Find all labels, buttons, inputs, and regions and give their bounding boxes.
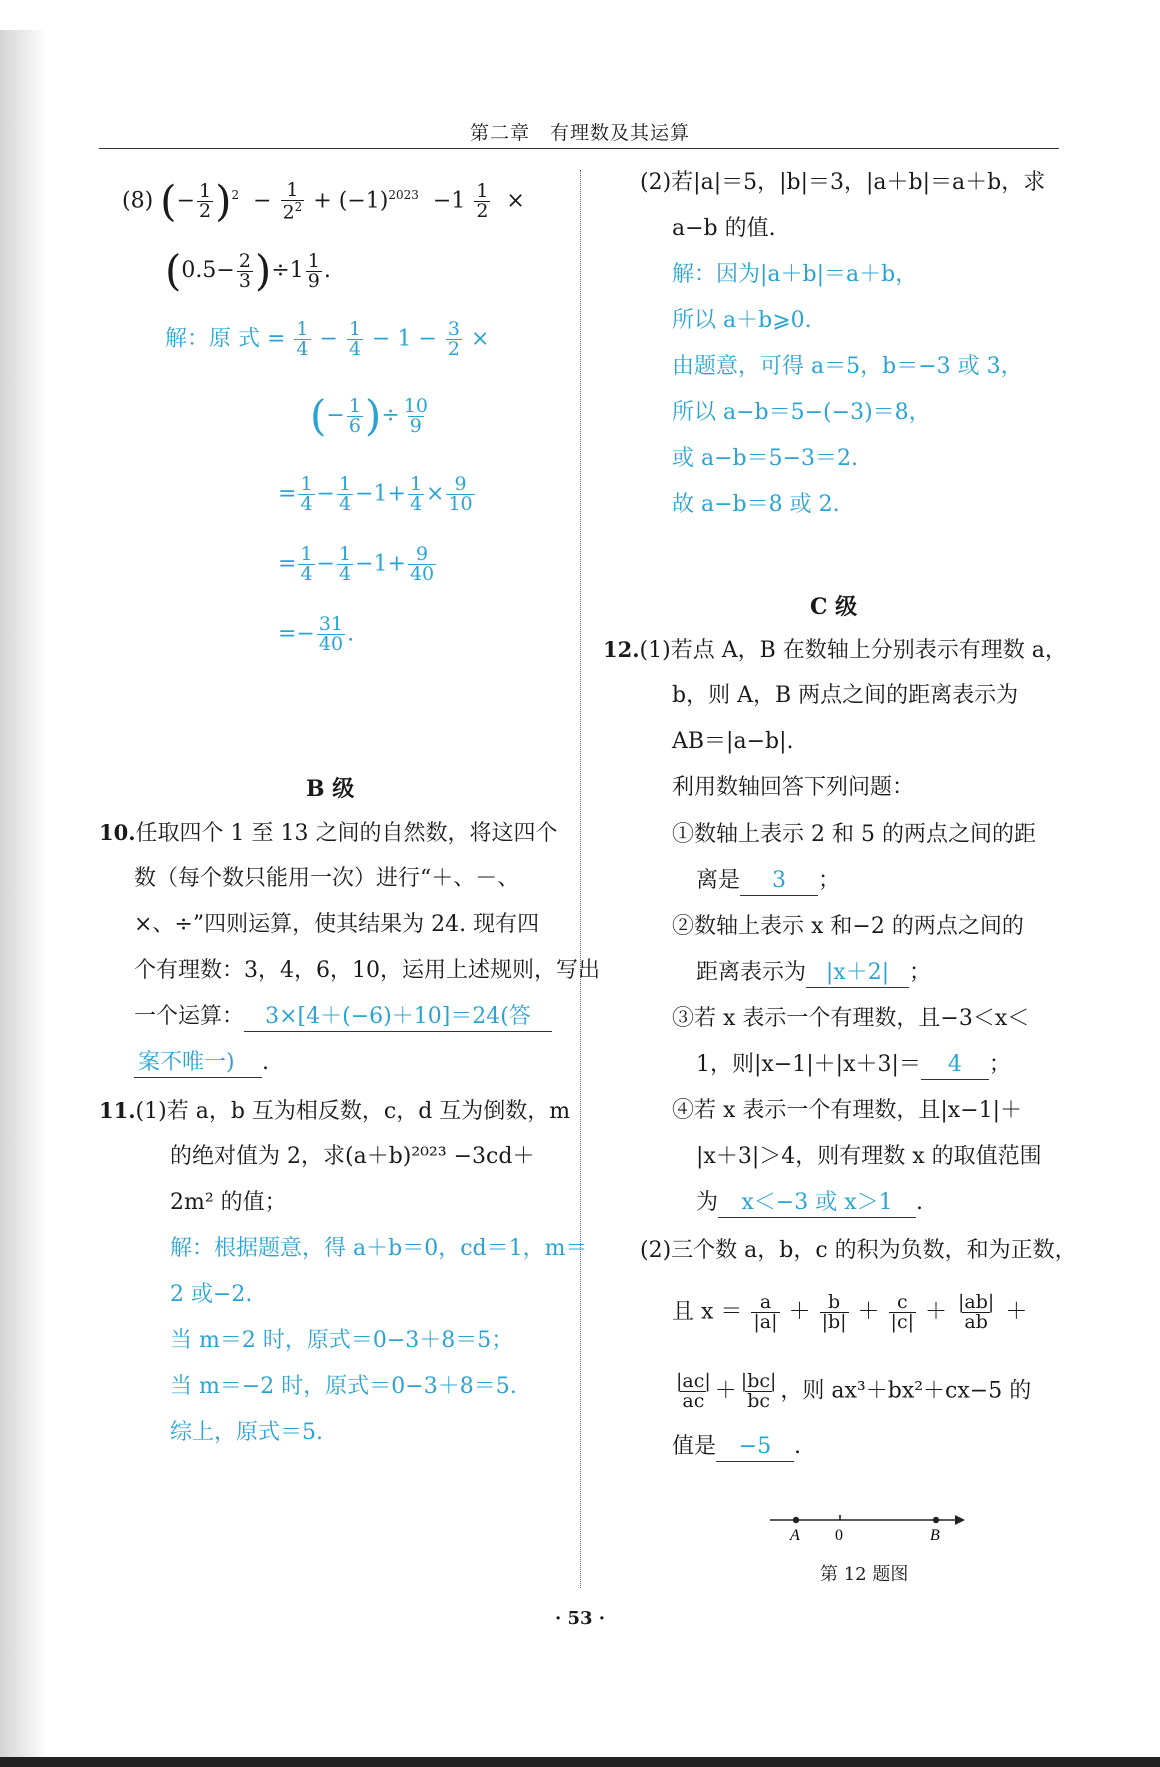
q12-item4-line3	[696, 1188, 923, 1218]
q12-item1-line2	[696, 866, 840, 896]
q11-solution-1: 解：根据题意，得 a＋b＝0，cd＝1，m＝	[170, 1236, 588, 1261]
question-text: 一个运算：	[134, 1004, 245, 1029]
paren-open: (	[160, 176, 177, 226]
q12-item3-line1: ③若 x 表示一个有理数，且−3＜x＜	[672, 1006, 1030, 1031]
numerator: 3	[447, 318, 460, 340]
q12-part2-line3	[672, 1372, 1031, 1411]
numerator: 1	[300, 543, 313, 565]
q12-part2-line1: (2)三个数 a，b，c 的积为负数，和为正数，	[640, 1238, 1077, 1263]
period: .	[916, 1190, 924, 1215]
denominator: 4	[338, 493, 352, 515]
plus-sign: ＋	[788, 1299, 811, 1325]
question-text: 为	[696, 1190, 719, 1215]
numerator: |ac|	[676, 1370, 711, 1392]
q12-part2-line4	[672, 1432, 801, 1462]
arrow-right-icon	[955, 1515, 965, 1525]
denominator: |b|	[821, 1311, 847, 1333]
numerator: a	[759, 1291, 772, 1313]
operator: −1+	[355, 551, 406, 577]
denominator: ac	[682, 1390, 705, 1412]
operator: −1+	[355, 481, 406, 507]
question-text: 离是	[696, 868, 741, 893]
page-edge-shadow	[0, 30, 48, 1767]
punctuation: ；	[909, 960, 932, 985]
bottom-bar	[0, 1757, 1160, 1767]
expression-text: ÷1	[271, 258, 304, 283]
q12-item3-line2	[696, 1050, 1011, 1080]
paren-close: )	[215, 176, 232, 226]
denominator: 4	[338, 563, 352, 585]
solution-8-step1	[165, 320, 489, 359]
numerator: 31	[318, 613, 344, 635]
point-b	[933, 1517, 939, 1523]
minus-sign: −	[253, 188, 272, 214]
numerator: 9	[415, 543, 429, 565]
numerator: b	[827, 1291, 841, 1313]
plus-sign: ＋	[925, 1299, 948, 1325]
fraction	[347, 394, 363, 437]
numerator: 1	[348, 394, 361, 417]
denominator	[281, 200, 305, 222]
q11-solution-4: 当 m＝−2 时，原式＝0−3＋8＝5.	[170, 1374, 517, 1399]
question-number: 11.	[99, 1098, 136, 1123]
punctuation: ；	[988, 1052, 1011, 1077]
answer-blank: −5	[716, 1433, 794, 1462]
numerator: 1	[296, 318, 309, 340]
exponent: 2	[231, 188, 240, 202]
q11-2-solution-4: 所以 a−b＝5−(−3)＝8，	[672, 400, 931, 425]
plus-sign: ＋	[1005, 1299, 1028, 1325]
q10-line4: 个有理数：3，4，6，10，运用上述规则，写出	[134, 958, 600, 983]
fraction	[446, 320, 462, 359]
fraction	[446, 475, 474, 514]
numerator: 1	[307, 249, 320, 272]
period: .	[262, 1050, 269, 1075]
numerator: 2	[238, 249, 251, 272]
q11-2-solution-5: 或 a−b＝5−3＝2.	[672, 446, 859, 471]
solution-8-step4	[278, 545, 438, 584]
numerator: 1	[199, 179, 212, 202]
denominator: 4	[296, 338, 309, 360]
fraction	[739, 1372, 779, 1411]
denominator: 3	[238, 269, 251, 292]
label-origin: 0	[835, 1527, 843, 1544]
fraction	[408, 545, 436, 584]
q11-2-solution-3: 由题意，可得 a＝5，b＝−3 或 3，	[672, 354, 1023, 379]
q11-solution-3: 当 m＝2 时，原式＝0−3＋8＝5；	[170, 1328, 514, 1353]
q12-item4-line1: ④若 x 表示一个有理数，且|x−1|＋	[672, 1098, 1023, 1123]
base: 2	[282, 201, 295, 223]
solution-label: 解：原 式 =	[165, 326, 286, 352]
numerator: 1	[338, 543, 352, 565]
denominator: 40	[409, 563, 435, 585]
question-text: (1)若点 A，B 在数轴上分别表示有理数 a，	[639, 638, 1067, 663]
answer-blank: |x＋2|	[806, 959, 909, 988]
fraction	[294, 320, 310, 359]
fraction	[298, 475, 314, 514]
denominator: 9	[409, 414, 422, 437]
denominator: 2	[447, 338, 460, 360]
question-text: ，则 ax³＋bx²＋cx−5 的	[780, 1378, 1032, 1404]
operator: ×	[426, 481, 445, 507]
plus-sign: ＋	[857, 1299, 880, 1325]
paren-open: (	[310, 391, 327, 440]
point-a	[793, 1517, 799, 1523]
fraction	[337, 545, 353, 584]
denominator: 4	[300, 563, 313, 585]
question-text: 值是	[672, 1434, 717, 1459]
question-text: 且 x ＝	[672, 1299, 743, 1325]
numerator: c	[896, 1291, 908, 1313]
q11-solution-5: 综上，原式＝5.	[170, 1420, 323, 1445]
q11-2-solution-6: 故 a−b＝8 或 2.	[672, 492, 840, 517]
fraction	[956, 1293, 996, 1332]
denominator: |a|	[753, 1311, 778, 1333]
denominator: |c|	[890, 1311, 914, 1333]
paren-close: )	[254, 246, 272, 295]
q11-2-line1: (2)若|a|＝5，|b|＝3，|a＋b|＝a＋b，求	[640, 170, 1046, 195]
fraction	[820, 1293, 849, 1332]
q10-line2: 数（每个数只能用一次）进行“＋、－、	[134, 866, 520, 891]
q10-line1	[99, 818, 558, 849]
numerator: 1	[409, 473, 423, 495]
numerator: 1	[476, 179, 489, 202]
chapter-header: 第二章 有理数及其运算	[469, 122, 690, 144]
punctuation: ；	[818, 868, 841, 893]
numerator: 1	[348, 318, 362, 340]
q11-2-solution-1: 解：因为|a＋b|＝a＋b，	[672, 262, 918, 287]
question-text: 1，则|x−1|＋|x＋3|＝	[696, 1052, 921, 1077]
fraction	[306, 249, 322, 292]
q11-solution-2: 2 或−2.	[170, 1282, 253, 1307]
solution-8-step5	[278, 615, 354, 654]
exponent: 2	[294, 199, 303, 214]
column-divider	[580, 170, 581, 1588]
level-c-heading: C 级	[810, 594, 858, 620]
question-number: 12.	[603, 637, 640, 662]
denominator: 2	[476, 199, 489, 222]
fraction	[402, 394, 430, 437]
denominator: 4	[348, 338, 362, 360]
answer-blank: 4	[921, 1051, 989, 1080]
denominator: 6	[348, 414, 361, 437]
operator: −	[319, 326, 338, 352]
q12-item2-line1: ②数轴上表示 x 和−2 的两点之间的	[672, 914, 1024, 939]
number-line-figure	[760, 1505, 980, 1555]
q12-item2-line2	[696, 958, 931, 988]
denominator: 4	[409, 493, 423, 515]
fraction	[337, 475, 353, 514]
fraction	[751, 1293, 779, 1332]
q10-line5	[134, 1002, 552, 1032]
base: (−1)	[338, 188, 389, 214]
paren-open: (	[165, 246, 182, 295]
fraction	[281, 178, 305, 223]
label-b: B	[930, 1527, 940, 1544]
q12-line1	[603, 635, 1067, 666]
label-a: A	[790, 1527, 800, 1544]
equals-sign: =	[278, 551, 297, 577]
q12-line2: b，则 A，B 两点之间的距离表示为	[672, 683, 1019, 708]
question-text: 距离表示为	[696, 960, 807, 985]
problem-8-line1	[122, 176, 525, 226]
exponent: 2023	[388, 188, 419, 202]
q11-2-solution-2: 所以 a＋b⩾0.	[672, 308, 812, 333]
fraction	[237, 249, 253, 292]
question-text: (1)若 a，b 互为相反数，c，d 互为倒数，m	[135, 1099, 571, 1124]
q11-line1	[99, 1096, 570, 1127]
times-sign: ×	[506, 188, 525, 214]
q12-line4: 利用数轴回答下列问题：	[672, 775, 915, 800]
page-number: · 53 ·	[554, 1608, 606, 1629]
figure-caption: 第 12 题图	[820, 1564, 909, 1585]
answer-blank: x＜−3 或 x＞1	[718, 1189, 916, 1218]
operator: −	[316, 551, 335, 577]
fraction	[298, 545, 314, 584]
level-b-heading: B 级	[306, 776, 355, 802]
numerator: 10	[403, 394, 428, 417]
numerator: |bc|	[740, 1370, 777, 1392]
plus-sign: +	[313, 188, 332, 214]
q11-line3: 2m² 的值；	[170, 1190, 287, 1215]
question-number: 10.	[99, 820, 136, 845]
q11-line2: 的绝对值为 2，求(a＋b)²⁰²³ −3cd＋	[170, 1144, 535, 1169]
expression-text: 0.5−	[181, 258, 235, 283]
equals-sign: =−	[278, 621, 315, 647]
equals-sign: =	[278, 481, 297, 507]
operator: ÷	[381, 403, 400, 428]
numerator: 1	[286, 178, 299, 201]
q10-line6	[134, 1048, 269, 1078]
numerator: |ab|	[958, 1291, 995, 1313]
answer-blank: 案不唯一)	[134, 1049, 262, 1078]
answer-blank: 3	[740, 867, 818, 896]
numerator: 9	[454, 473, 467, 495]
denominator: 40	[318, 633, 344, 655]
denominator: 4	[300, 493, 313, 515]
problem-label: (8)	[122, 188, 154, 214]
numerator: 1	[300, 473, 313, 495]
paren-close: )	[364, 391, 382, 440]
numerator: 1	[338, 473, 352, 495]
answer-blank: 3×[4＋(−6)＋10]＝24(答	[244, 1003, 552, 1032]
fraction	[317, 615, 345, 654]
minus-sign: −	[326, 403, 345, 428]
q12-line3: AB＝|a−b|.	[672, 729, 794, 754]
operator: ×	[471, 326, 490, 352]
plus-sign: ＋	[714, 1378, 737, 1404]
question-text: 任取四个 1 至 13 之间的自然数，将这四个	[135, 821, 558, 846]
operator: −	[316, 481, 335, 507]
solution-8-step2	[310, 391, 432, 440]
mixed-number-whole: −1	[432, 188, 466, 214]
fraction	[889, 1293, 916, 1332]
q10-line3: ×、÷”四则运算，使其结果为 24. 现有四	[134, 912, 540, 937]
period: .	[794, 1434, 802, 1459]
denominator: bc	[747, 1390, 770, 1412]
q11-2-line2: a−b 的值.	[672, 216, 776, 241]
fraction	[474, 179, 490, 222]
fraction	[347, 320, 363, 359]
q12-item1-line1: ①数轴上表示 2 和 5 的两点之间的距	[672, 822, 1036, 847]
denominator: ab	[964, 1311, 988, 1333]
solution-8-step3	[278, 475, 477, 514]
denominator: 9	[307, 269, 320, 292]
q12-item4-line2: |x＋3|＞4，则有理数 x 的取值范围	[696, 1144, 1042, 1169]
fraction	[674, 1372, 713, 1411]
fraction	[197, 179, 213, 222]
period: .	[323, 258, 331, 283]
operator: − 1 −	[372, 326, 437, 352]
denominator: 10	[448, 493, 473, 515]
fraction	[408, 475, 424, 514]
problem-8-line2	[165, 246, 331, 295]
q12-part2-line2	[672, 1293, 1027, 1332]
minus-sign: −	[176, 188, 195, 214]
period: .	[347, 621, 355, 647]
header-rule	[99, 148, 1059, 149]
denominator: 2	[199, 199, 212, 222]
